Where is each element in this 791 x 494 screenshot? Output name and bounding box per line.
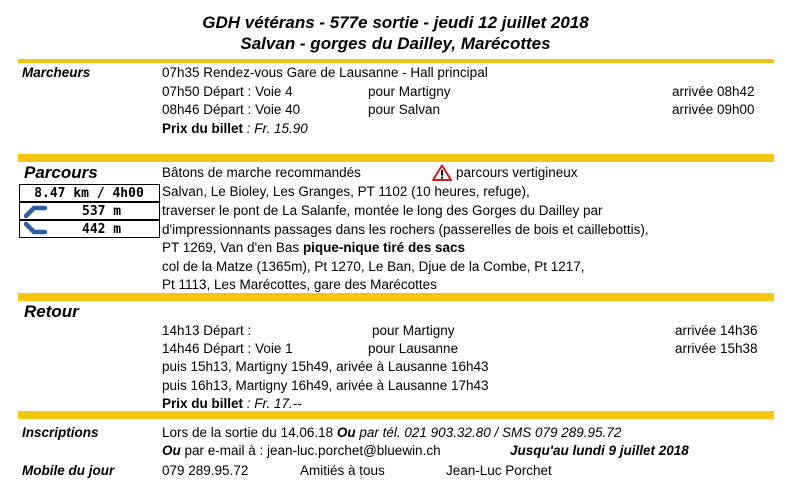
- section-divider: [18, 293, 774, 301]
- organizer-name: Jean-Luc Porchet: [446, 463, 552, 478]
- departure-1-arrival: arrivée 08h42: [672, 84, 755, 99]
- ascent-box: [19, 202, 160, 220]
- route-line-4-start: PT 1269, Van d'en Bas: [162, 240, 303, 255]
- registration-line-1: [162, 425, 621, 441]
- return-departure-2: 14h46 Départ : Voie 1: [162, 341, 293, 356]
- route-line-5: col de la Matze (1365m), Pt 1270, Le Ban, Djue de la Combe, Pt 1217,: [162, 259, 585, 274]
- route-line-4: [162, 240, 465, 256]
- page-title: GDH vétérans - 577e sortie - jeudi 12 juillet 2018: [202, 13, 589, 32]
- return-ticket-price-value: : Fr. 17.--: [243, 396, 302, 411]
- registration-line-2: [162, 443, 441, 459]
- return-ticket-price: [162, 396, 302, 412]
- registration-phone: par tél. 021 903.32.80 / SMS 079 289.95.72: [355, 425, 622, 440]
- return-departure-2-destination: pour Lausanne: [368, 341, 459, 356]
- departure-1-destination: pour Martigny: [368, 84, 451, 99]
- departure-2-destination: pour Salvan: [368, 102, 441, 117]
- departure-2-arrival: arrivée 09h00: [672, 102, 755, 117]
- departure-2: 08h46 Départ : Voie 40: [162, 102, 301, 117]
- warning-icon: [432, 164, 452, 186]
- return-alternative-1: puis 15h13, Martigny 15h49, arivée à Lausanne 16h43: [162, 359, 489, 374]
- descent-value: 442 m: [82, 222, 122, 237]
- poles-recommendation: Bâtons de marche recommandés: [162, 165, 361, 180]
- descent-box: [19, 220, 160, 238]
- vertigo-warning: parcours vertigineux: [456, 165, 578, 180]
- section-label-inscriptions: Inscriptions: [22, 425, 99, 440]
- route-line-6: Pt 1113, Les Marécottes, gare des Marécottes: [162, 277, 437, 292]
- mobile-number: 079 289.95.72: [162, 463, 249, 478]
- route-line-2: traverser le pont de La Salanfe, montée le long des Gorges du Dailley par: [162, 203, 603, 218]
- picnic-note: pique-nique tiré des sacs: [302, 240, 465, 255]
- section-divider: [18, 154, 774, 162]
- return-ticket-price-label: Prix du billet: [162, 396, 244, 411]
- registration-email: par e-mail à : jean-luc.porchet@bluewin.ch: [180, 443, 441, 458]
- section-label-mobile: Mobile du jour: [22, 463, 115, 478]
- return-departure-1-destination: pour Martigny: [372, 323, 455, 338]
- departure-1: 07h50 Départ : Voie 4: [162, 84, 293, 99]
- section-label-parcours: Parcours: [24, 163, 98, 182]
- registration-deadline: Jusqu'au lundi 9 juillet 2018: [510, 443, 689, 458]
- return-departure-2-arrival: arrivée 15h38: [675, 341, 758, 356]
- section-label-retour: Retour: [24, 302, 79, 321]
- greeting: Amitiés à tous: [300, 463, 385, 478]
- section-label-marcheurs: Marcheurs: [22, 65, 91, 80]
- route-line-3: d'impressionnants passages dans les rochers (passerelles de bois et caillebottis),: [162, 222, 649, 237]
- or-label: Ou: [336, 425, 356, 440]
- meeting-point: 07h35 Rendez-vous Gare de Lausanne - Hall principal: [162, 65, 488, 80]
- ascent-value: 537 m: [82, 204, 122, 219]
- return-departure-1-arrival: arrivée 14h36: [675, 323, 758, 338]
- or-label: Ou: [162, 443, 181, 458]
- page-subtitle: Salvan - gorges du Dailley, Marécottes: [240, 34, 551, 53]
- distance-box: [19, 184, 160, 202]
- ticket-price: [162, 121, 308, 137]
- ticket-price-value: : Fr. 15.90: [243, 121, 308, 136]
- registration-intro: Lors de la sortie du 14.06.18: [162, 425, 337, 440]
- descent-icon: [24, 221, 48, 241]
- section-divider: [18, 411, 774, 419]
- route-line-1: Salvan, Le Bioley, Les Granges, PT 1102 (10 heures, refuge),: [162, 184, 530, 199]
- section-divider: [18, 59, 774, 63]
- ticket-price-label: Prix du billet: [162, 121, 244, 136]
- distance-duration: 8.47 km / 4h00: [34, 186, 144, 201]
- return-departure-1: 14h13 Départ :: [162, 323, 252, 338]
- return-alternative-2: puis 16h13, Martigny 16h49, arivée à Lausanne 17h43: [162, 378, 489, 393]
